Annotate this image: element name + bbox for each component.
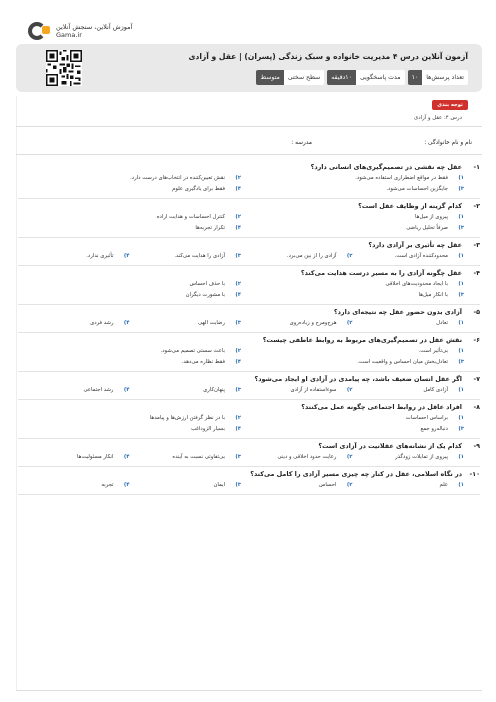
question-item (18, 266, 480, 305)
answer-option[interactable] (241, 184, 464, 195)
option-number: ۲) (346, 387, 353, 393)
answer-option[interactable] (241, 385, 353, 396)
name-label: نام و نام خانوادگی : (424, 140, 472, 146)
question-item (18, 400, 480, 439)
question-item (18, 333, 480, 372)
option-text: دنباله‌رو جمع (420, 426, 448, 432)
option-number: ۳) (235, 482, 241, 488)
option-text: با در نظر گرفتن ارزش‌ها و پیامدها (149, 415, 225, 421)
question-number: ۱۰- (469, 470, 480, 478)
answer-option[interactable] (18, 184, 241, 195)
option-number: ۱) (458, 482, 464, 488)
question-text: نقش عقل در تصمیم‌گیری‌های مربوط به روابط عاطفی چیست؟ (262, 336, 462, 344)
option-text: بسیار الزوداغب (190, 426, 225, 432)
option-number: ۴) (235, 359, 241, 365)
option-number: ۴) (123, 387, 130, 393)
answer-option[interactable] (241, 357, 464, 368)
chip-difficulty (256, 70, 324, 85)
brand[interactable] (28, 16, 132, 46)
option-number: ۴) (123, 253, 130, 259)
option-text: با مشورت دیگران (185, 292, 225, 298)
option-number: ۲) (235, 214, 241, 220)
question-item (18, 439, 480, 467)
option-number: ۱) (458, 281, 464, 287)
option-text: پیروی از میل‌ها (415, 214, 448, 220)
question-text: عقل چه تأثیری بر آزادی دارد؟ (368, 241, 462, 249)
option-number: ۳) (458, 225, 464, 231)
answer-option[interactable] (18, 424, 241, 435)
option-text: براساس احساسات (405, 415, 448, 421)
answer-option[interactable] (18, 452, 130, 463)
chip-duration (327, 70, 404, 85)
option-number: ۲) (235, 348, 241, 354)
school-label: مدرسه : (291, 140, 312, 146)
option-number: ۴) (123, 454, 130, 460)
option-number: ۴) (235, 426, 241, 432)
option-text: رشد اجتماعی (83, 387, 114, 393)
question-text: کدام گزینه از وظایف عقل است؟ (358, 202, 462, 210)
question-number: ۶- (473, 336, 480, 344)
answer-option[interactable] (241, 413, 464, 424)
option-text: تکرار تجربه‌ها (195, 225, 225, 231)
option-text: فقط نظاره می‌دهد. (181, 359, 225, 365)
answer-option[interactable] (353, 385, 465, 396)
chip-key: تعداد پرسش‌ها (422, 70, 468, 85)
brand-site: Gama.ir (56, 31, 82, 39)
gama-logo-icon (28, 20, 50, 42)
answer-option[interactable] (130, 318, 242, 329)
brand-slogan: آموزش آنلاین، سنجش آنلاین (56, 23, 133, 31)
option-text: سوءاستفاده از آزادی (290, 387, 337, 393)
question-list (18, 160, 480, 495)
answer-option[interactable] (353, 452, 465, 463)
option-text: علم (439, 482, 448, 488)
answer-option[interactable] (18, 385, 130, 396)
exam-title: آزمون آنلاین درس ۴ مدیریت خانواده و سبک زندگی (پسران) | عقل و آزادی (188, 52, 468, 61)
option-number: ۳) (235, 320, 241, 326)
option-text: با ایجاد محدودیت‌های اخلاقی (385, 281, 448, 287)
answer-option[interactable] (18, 480, 130, 491)
option-text: بی‌تفاوتی نسبت به آینده (172, 454, 225, 460)
chip-key: سطح سختی (284, 70, 324, 85)
question-item (18, 238, 480, 266)
answer-option[interactable] (241, 279, 464, 290)
answer-option[interactable] (18, 251, 130, 262)
question-number: ۵- (473, 308, 480, 316)
answer-option[interactable] (241, 452, 353, 463)
question-item (18, 305, 480, 333)
answer-option[interactable] (18, 212, 241, 223)
answer-option[interactable] (353, 318, 465, 329)
option-number: ۴) (123, 320, 130, 326)
student-info-row (16, 138, 482, 152)
option-text: تعادل (436, 320, 448, 326)
answer-option[interactable] (18, 173, 241, 184)
answer-option[interactable] (353, 480, 465, 491)
question-text: عقل چگونه آزادی را به مسیر درست هدایت می‌کند؟ (300, 269, 462, 277)
question-text: اگر عقل انسان ضعیف باشد، چه پیامدی در آزادی او ایجاد می‌شود؟ (254, 375, 462, 383)
option-text: جایگزین احساسات می‌شود. (386, 186, 448, 192)
option-number: ۱) (458, 320, 464, 326)
answer-option[interactable] (130, 480, 242, 491)
option-number: ۲) (235, 415, 241, 421)
question-number: ۲- (473, 202, 480, 210)
page-border (16, 96, 17, 690)
option-text: احساس (318, 482, 337, 488)
option-number: ۴) (235, 225, 241, 231)
question-text: در نگاه اسلامی، عقل در کنار چه چیزی مسیر آزادی را کامل می‌کند؟ (250, 470, 462, 478)
option-number: ۳) (458, 426, 464, 432)
question-text: آزادی بدون حضور عقل چه نتیجه‌ای دارد؟ (333, 308, 462, 316)
option-number: ۱) (458, 454, 464, 460)
option-text: آزادی کامل (423, 387, 448, 393)
option-text: رشد فردی (90, 320, 114, 326)
answer-option[interactable] (18, 413, 241, 424)
option-text: آزادی را از بین می‌برد. (286, 253, 337, 259)
option-number: ۳) (458, 359, 464, 365)
option-number: ۳) (235, 387, 241, 393)
chip-value: ۱۰دقیقه (327, 70, 356, 85)
option-number: ۱) (458, 415, 464, 421)
option-text: نقش تعیین‌کننده در انتخاب‌های درست دارد. (130, 175, 225, 181)
option-number: ۲) (346, 253, 353, 259)
qr-code-icon (46, 50, 82, 86)
answer-option[interactable] (241, 480, 353, 491)
option-text: رعایت حدود اخلاقی و دینی (277, 454, 337, 460)
answer-option[interactable] (241, 424, 464, 435)
option-number: ۴) (235, 186, 241, 192)
question-number: ۴- (473, 269, 480, 277)
question-text: افراد عاقل در روابط اجتماعی چگونه عمل می‌کنند؟ (301, 403, 462, 411)
option-text: محدودکننده آزادی است. (394, 253, 448, 259)
question-item (18, 372, 480, 400)
option-number: ۱) (458, 253, 464, 259)
option-text: پنهان‌کاری (203, 387, 225, 393)
option-number: ۱) (458, 387, 464, 393)
option-text: ایمان (213, 482, 225, 488)
question-item (18, 467, 480, 495)
option-text: فقط برای یادگیری علوم (172, 186, 225, 192)
option-number: ۱) (458, 175, 464, 181)
exam-info-chips (256, 70, 468, 85)
answer-option[interactable] (353, 251, 465, 262)
option-text: پیروی از تمایلات زودگذر (395, 454, 448, 460)
option-text: با حذف احساس (189, 281, 225, 287)
answer-option[interactable] (130, 251, 242, 262)
question-number: ۳- (473, 241, 480, 249)
question-text: عقل چه نقشی در تصمیم‌گیری‌های انسانی دارد؟ (310, 163, 462, 171)
option-number: ۱) (458, 348, 464, 354)
option-number: ۲) (346, 454, 353, 460)
option-number: ۳) (235, 454, 241, 460)
note-badge: توجه بندی (432, 100, 468, 110)
question-number: ۱- (473, 163, 480, 171)
question-number: ۸- (473, 403, 480, 411)
option-number: ۳) (235, 253, 241, 259)
option-number: ۲) (346, 320, 353, 326)
answer-option[interactable] (241, 318, 353, 329)
chip-value: ۱۰ (408, 70, 423, 85)
answer-option[interactable] (241, 346, 464, 357)
option-text: تعادل‌بخش میان احساس و واقعیت است. (357, 359, 448, 365)
option-number: ۴) (235, 292, 241, 298)
chip-value: متوسط (256, 70, 283, 85)
option-number: ۳) (458, 292, 464, 298)
option-text: با انکار میل‌ها (418, 292, 448, 298)
divider (16, 154, 482, 155)
option-text: کنترل احساسات و هدایت اراده (156, 214, 225, 220)
option-text: فقط در مواقع اضطراری استفاده می‌شود. (355, 175, 448, 181)
answer-option[interactable] (241, 251, 353, 262)
option-number: ۲) (235, 281, 241, 287)
answer-option[interactable] (18, 279, 241, 290)
answer-option[interactable] (241, 290, 464, 301)
answer-option[interactable] (18, 290, 241, 301)
answer-option[interactable] (18, 357, 241, 368)
option-text: آزادی را هدایت می‌کند. (174, 253, 225, 259)
answer-option[interactable] (130, 385, 242, 396)
lesson-note (16, 100, 482, 126)
option-text: انکار مسئولیت‌ها (77, 454, 114, 460)
option-number: ۳) (458, 186, 464, 192)
divider (16, 690, 482, 691)
option-number: ۲) (346, 482, 353, 488)
option-text: هرج‌ومرج و زیاده‌روی (289, 320, 337, 326)
option-number: ۱) (458, 214, 464, 220)
option-text: صرفاً تحلیل ریاضی (406, 225, 448, 231)
question-item (18, 199, 480, 238)
question-item (18, 160, 480, 199)
question-number: ۹- (473, 442, 480, 450)
note-text: درس ۴: عقل و آزادی (413, 115, 462, 121)
option-text: باعث سستی تصمیم می‌شود. (160, 348, 225, 354)
answer-option[interactable] (241, 212, 464, 223)
option-text: رضایت الهی (198, 320, 225, 326)
question-number: ۷- (473, 375, 480, 383)
answer-option[interactable] (18, 318, 130, 329)
chip-key: مدت پاسخگویی (356, 70, 405, 85)
option-text: تجربه (101, 482, 114, 488)
exam-header (16, 44, 482, 92)
answer-option[interactable] (18, 346, 241, 357)
chip-question-count (408, 70, 468, 85)
answer-option[interactable] (241, 173, 464, 184)
answer-option[interactable] (18, 223, 241, 234)
option-text: بی‌تأثیر است. (418, 348, 448, 354)
option-text: تأثیری ندارد. (86, 253, 114, 259)
answer-option[interactable] (241, 223, 464, 234)
option-number: ۲) (235, 175, 241, 181)
answer-option[interactable] (130, 452, 242, 463)
option-number: ۴) (123, 482, 130, 488)
question-text: کدام یک از نشانه‌های عقلانیت در آزادی است؟ (318, 442, 462, 450)
